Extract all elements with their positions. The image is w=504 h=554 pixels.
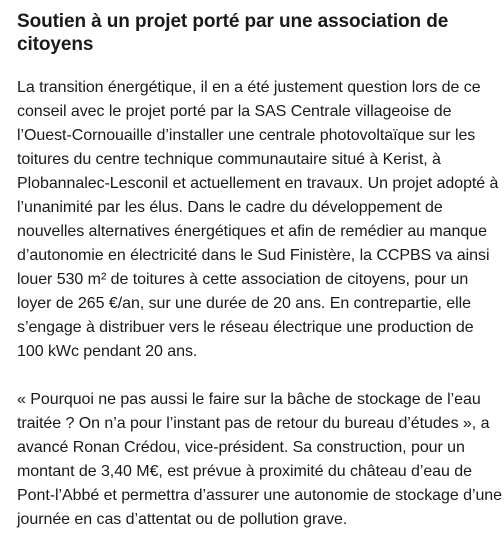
article-paragraph-1: La transition énergétique, il en a été justement question lors de ce conseil avec le projet porté par la SAS Centrale villageoise de l’Ouest-Cornouaille d’installer une centrale photovoltaïque sur les toitures du centre technique communautaire situé à Kerist, à Plobannalec-Lesconil et actuellement en travaux. Un projet adopté à l’unanimité par les élus. Dans le cadre du développement de nouvelles alternatives énergétiques et afin de remédier au manque d’autonomie en électricité dans le Sud Finistère, la CCPBS va ainsi louer 530 m² de toitures à cette association de citoyens, pour un loyer de 265 €/an, sur une durée de 20 ans. En contrepartie, elle s’engage à distribuer vers le réseau électrique une production de 100 kWc pendant 20 ans. [17, 79, 499, 360]
article-body [17, 10, 502, 532]
article-headline: Soutien à un projet porté par une association de citoyens [17, 11, 449, 55]
article-paragraph-2: « Pourquoi ne pas aussi le faire sur la bâche de stockage de l’eau traitée ? On n’a pour l’instant pas de retour du bureau d’études », a avancé Ronan Crédou, vice-président. Sa construction, pour un montant de 3,40 M€, est prévue à proximité du château d’eau de Pont-l’Abbé et permettra d’assurer une autonomie de stockage d’une journée en cas d’attentat ou de pollution grave. [17, 391, 502, 528]
